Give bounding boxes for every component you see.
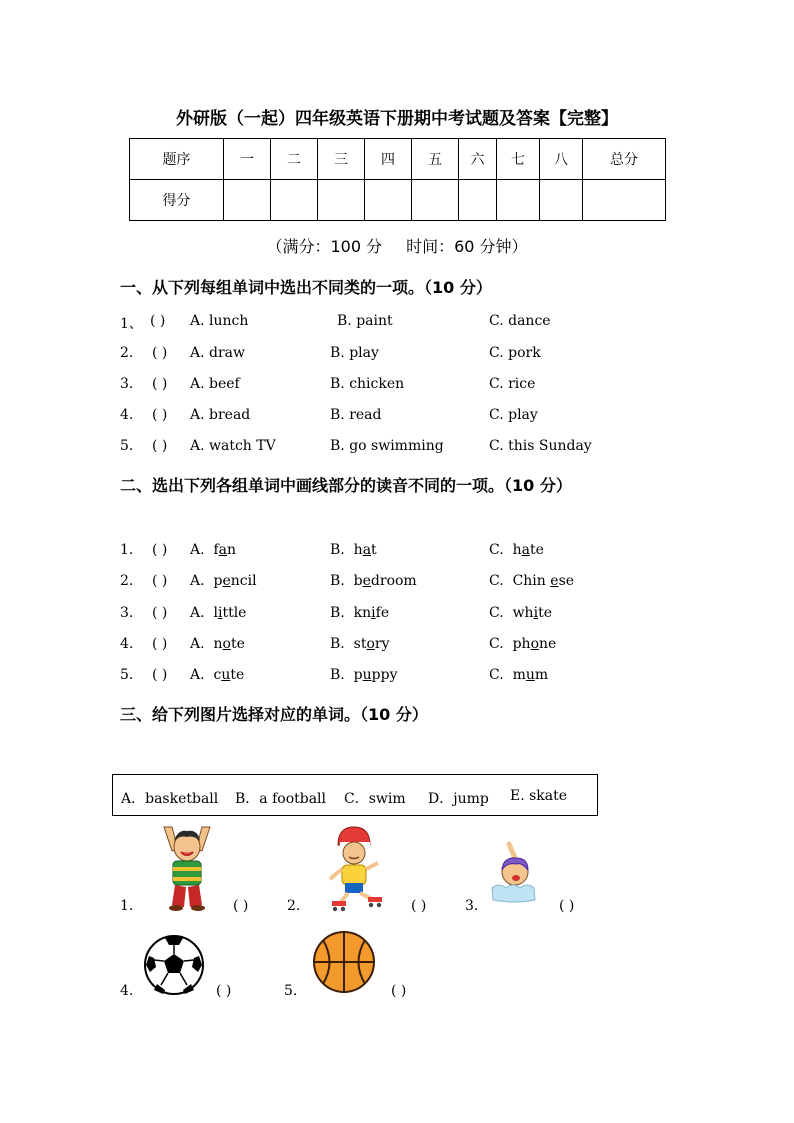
score-input-cell[interactable] bbox=[497, 180, 540, 221]
question-row bbox=[0, 636, 794, 656]
question-number: 5. bbox=[120, 438, 134, 454]
basketball-icon bbox=[312, 930, 376, 994]
option-b: B. paint bbox=[337, 313, 393, 329]
option-a: A. note bbox=[190, 636, 245, 652]
score-input-cell[interactable] bbox=[459, 180, 497, 221]
score-header-cell: 七 bbox=[497, 139, 540, 180]
answer-blank[interactable]: ( ) bbox=[152, 573, 168, 589]
option-c: C. white bbox=[489, 605, 552, 621]
score-header-cell: 四 bbox=[365, 139, 412, 180]
picture-item-1-blank[interactable]: ( ) bbox=[233, 898, 249, 914]
jumping-boy-icon bbox=[158, 823, 216, 911]
question-row bbox=[0, 407, 794, 427]
section-heading: 二、选出下列各组单词中画线部分的读音不同的一项。（10 分） bbox=[120, 476, 572, 495]
option-c: C. rice bbox=[489, 376, 536, 392]
question-row bbox=[0, 573, 794, 593]
score-header-cell: 三 bbox=[318, 139, 365, 180]
option-b: B. puppy bbox=[330, 667, 398, 683]
score-input-cell[interactable] bbox=[224, 180, 271, 221]
score-header-cell: 六 bbox=[459, 139, 497, 180]
option-a: A. little bbox=[190, 605, 247, 621]
skating-boy-icon bbox=[326, 823, 384, 913]
option-c: C. pork bbox=[489, 345, 541, 361]
question-number: 1、 bbox=[120, 316, 143, 332]
option-b: B. story bbox=[330, 636, 390, 652]
picture-item-3-number: 3. bbox=[465, 898, 479, 914]
question-row bbox=[0, 605, 794, 625]
word-option: A．basketball bbox=[121, 791, 219, 807]
swimming-boy-icon bbox=[489, 840, 539, 904]
score-row-label: 得分 bbox=[130, 180, 224, 221]
answer-blank[interactable]: ( ) bbox=[152, 438, 168, 454]
answer-blank[interactable]: ( ) bbox=[152, 407, 168, 423]
answer-blank[interactable]: ( ) bbox=[152, 667, 168, 683]
exam-time: 时间：60 分钟） bbox=[406, 237, 528, 256]
question-number: 4. bbox=[120, 407, 134, 423]
question-number: 5. bbox=[120, 667, 134, 683]
answer-blank[interactable]: ( ) bbox=[152, 605, 168, 621]
option-c: C. dance bbox=[489, 313, 551, 329]
option-a: A. bread bbox=[190, 407, 251, 423]
score-header-cell: 八 bbox=[540, 139, 583, 180]
option-b: B. read bbox=[330, 407, 382, 423]
option-b: B. knife bbox=[330, 605, 390, 621]
picture-item-5-number: 5. bbox=[284, 983, 298, 999]
exam-meta bbox=[0, 234, 794, 257]
score-input-cell[interactable] bbox=[412, 180, 459, 221]
picture-item-4-number: 4. bbox=[120, 983, 134, 999]
question-number: 2. bbox=[120, 345, 134, 361]
section-heading: 一、从下列每组单词中选出不同类的一项。（10 分） bbox=[120, 278, 492, 297]
question-number: 1. bbox=[120, 542, 134, 558]
option-b: B. bedroom bbox=[330, 573, 417, 589]
full-mark: （满分：100 分 bbox=[266, 237, 383, 256]
option-c: C. mum bbox=[489, 667, 549, 683]
word-option: D．jump bbox=[428, 791, 489, 807]
question-row bbox=[0, 376, 794, 396]
picture-item-3-blank[interactable]: ( ) bbox=[559, 898, 575, 914]
option-a: A. draw bbox=[190, 345, 245, 361]
option-a: A. fan bbox=[190, 542, 237, 558]
score-header-cell: 总分 bbox=[583, 139, 666, 180]
question-row bbox=[0, 667, 794, 687]
question-number: 3. bbox=[120, 605, 134, 621]
score-table bbox=[129, 138, 666, 221]
option-c: C. play bbox=[489, 407, 538, 423]
answer-blank[interactable]: ( ) bbox=[152, 542, 168, 558]
option-c: C. this Sunday bbox=[489, 438, 592, 454]
question-row bbox=[0, 345, 794, 365]
option-b: B. hat bbox=[330, 542, 377, 558]
score-input-cell[interactable] bbox=[318, 180, 365, 221]
option-b: B. go swimming bbox=[330, 438, 444, 454]
question-number: 3. bbox=[120, 376, 134, 392]
score-input-cell[interactable] bbox=[540, 180, 583, 221]
question-row bbox=[0, 542, 794, 562]
option-a: A. pencil bbox=[190, 573, 257, 589]
score-header-cell: 五 bbox=[412, 139, 459, 180]
word-option: C．swim bbox=[344, 791, 406, 807]
option-b: B. chicken bbox=[330, 376, 405, 392]
score-header-cell: 一 bbox=[224, 139, 271, 180]
option-a: A. beef bbox=[190, 376, 240, 392]
word-bank bbox=[112, 774, 598, 816]
option-c: C. Chin ese bbox=[489, 573, 575, 589]
option-a: A. watch TV bbox=[190, 438, 276, 454]
picture-item-1-number: 1. bbox=[120, 898, 134, 914]
score-header-cell: 题序 bbox=[130, 139, 224, 180]
option-b: B. play bbox=[330, 345, 379, 361]
picture-item-2-blank[interactable]: ( ) bbox=[411, 898, 427, 914]
section-heading: 三、给下列图片选择对应的单词。（10 分） bbox=[120, 705, 428, 724]
score-header-cell: 二 bbox=[271, 139, 318, 180]
option-c: C. hate bbox=[489, 542, 544, 558]
option-a: A. lunch bbox=[190, 313, 249, 329]
score-input-cell[interactable] bbox=[365, 180, 412, 221]
page-title: 外研版（一起）四年级英语下册期中考试题及答案【完整】 bbox=[176, 109, 618, 129]
answer-blank[interactable]: ( ) bbox=[152, 376, 168, 392]
picture-item-4-blank[interactable]: ( ) bbox=[216, 983, 232, 999]
question-row bbox=[0, 438, 794, 458]
option-a: A. cute bbox=[190, 667, 245, 683]
score-input-cell[interactable] bbox=[271, 180, 318, 221]
picture-item-5-blank[interactable]: ( ) bbox=[391, 983, 407, 999]
answer-blank[interactable]: ( ) bbox=[150, 313, 166, 329]
answer-blank[interactable]: ( ) bbox=[152, 636, 168, 652]
question-number: 2. bbox=[120, 573, 134, 589]
option-c: C. phone bbox=[489, 636, 557, 652]
question-row bbox=[0, 313, 794, 333]
soccer-ball-icon bbox=[143, 934, 205, 996]
answer-blank[interactable]: ( ) bbox=[152, 345, 168, 361]
word-option: E. skate bbox=[510, 788, 568, 804]
question-number: 4. bbox=[120, 636, 134, 652]
picture-item-2-number: 2. bbox=[287, 898, 301, 914]
word-option: B．a football bbox=[235, 791, 327, 807]
score-input-cell[interactable] bbox=[583, 180, 666, 221]
